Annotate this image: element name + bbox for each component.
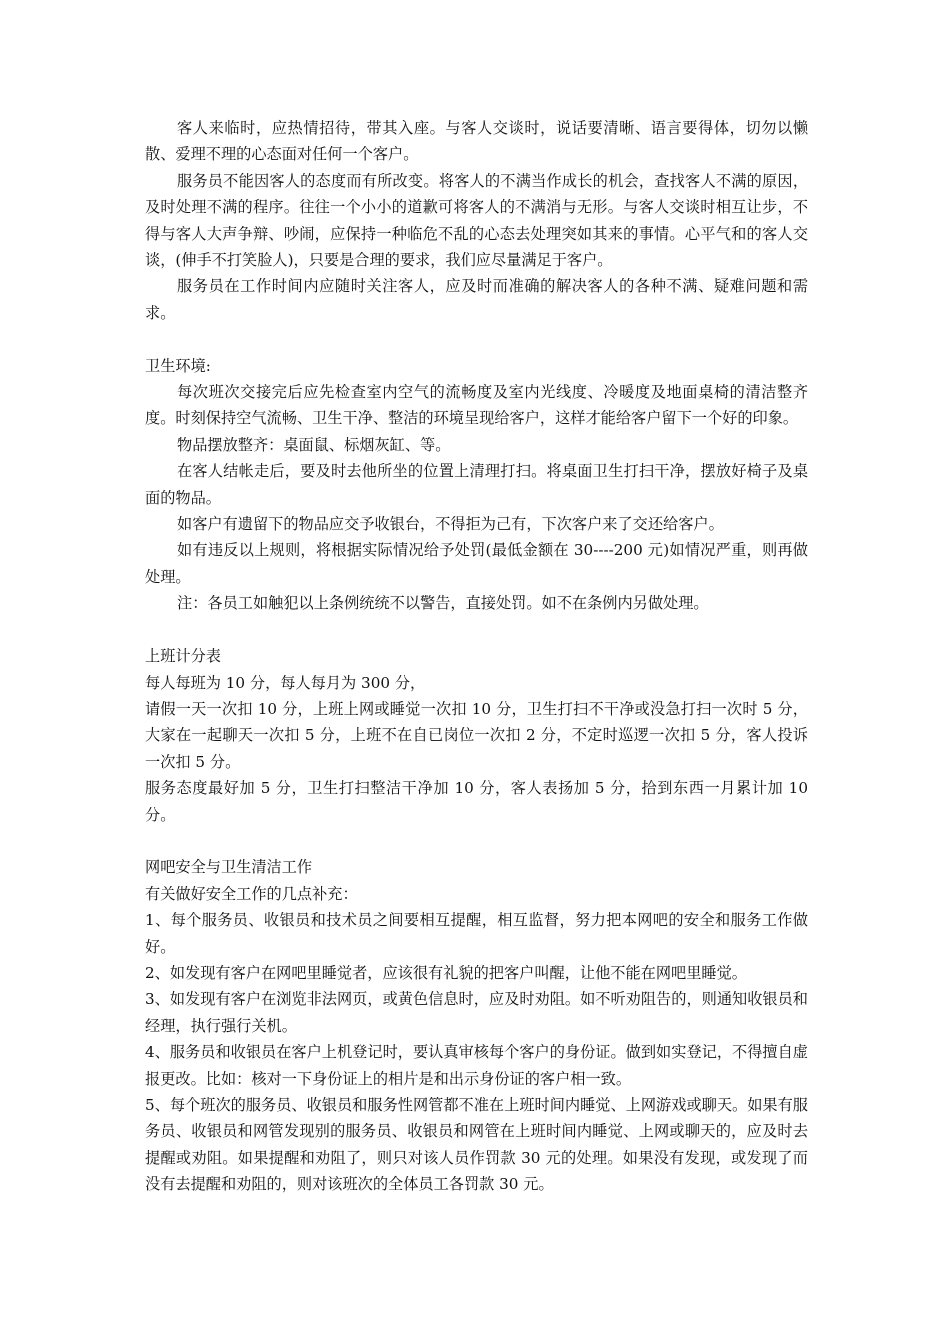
scoring-paragraph-1: 每人每班为 10 分，每人每月为 300 分， (145, 673, 426, 692)
hygiene-paragraph-6: 注：各员工如触犯以上条例统统不以警告，直接处罚。如不在条例内另做处理。 (177, 594, 709, 613)
hygiene-paragraph-4: 如客户有遗留下的物品应交予收银台，不得拒为己有，下次客户来了交还给客户。 (177, 515, 724, 534)
hygiene-paragraph-1: 每次班次交接完后应先检查室内空气的流畅度及室内光线度、冷暖度及地面桌椅的清洁整齐度。时刻保持空气流畅、卫生干净、整洁的环境呈现给客户，这样才能给客户留下一个好的印象。 (145, 383, 808, 428)
section-spacer (145, 828, 808, 854)
safety-paragraph-3: 2、如发现有客户在网吧里睡觉者，应该很有礼貌的把客户叫醒，让他不能在网吧里睡觉。 (145, 963, 747, 982)
safety-paragraph-6: 5、每个班次的服务员、收银员和服务性网管都不准在上班时间内睡觉、上网游戏或聊天。如果有服务员、收银员和网管发现别的服务员、收银员和网管在上班时间内睡觉、上网或聊天的，应及时去提醒或劝阻。如果提醒和劝阻了，则只对该人员作罚款 30 元的处理。如果没有发现，或发现了而没有去提醒和劝阻的，则对该班次的全体员工各罚款 30 元。 (145, 1095, 808, 1194)
service-paragraph-3: 服务员在工作时间内应随时关注客人，应及时而准确的解决客人的各种不满、疑难问题和需求。 (145, 277, 808, 322)
service-paragraph-2: 服务员不能因客人的态度而有所改变。将客人的不满当作成长的机会，查找客人不满的原因，及时处理不满的程序。往往一个小小的道歉可将客人的不满消与无形。与客人交谈时相互让步，不得与客人大声争辩、吵闹，应保持一种临危不乱的心态去处理突如其来的事情。心平气和的客人交谈，(伸手不打笑脸人)，只要是合理的要求，我们应尽量满足于客户。 (145, 171, 808, 270)
scoring-paragraph-3: 服务态度最好加 5 分，卫生打扫整洁干净加 10 分，客人表扬加 5 分，拾到东西一月累计加 10 分。 (145, 779, 808, 824)
hygiene-paragraph-5: 如有违反以上规则，将根据实际情况给予处罚(最低金额在 30----200 元)如情况严重，则再做处理。 (145, 541, 808, 586)
safety-paragraph-5: 4、服务员和收银员在客户上机登记时，要认真审核每个客户的身份证。做到如实登记，不得擅自虚报更改。比如：核对一下身份证上的相片是和出示身份证的客户相一致。 (145, 1043, 808, 1088)
section-spacer (145, 617, 808, 643)
hygiene-paragraph-3: 在客人结帐走后，要及时去他所坐的位置上清理打扫。将桌面卫生打扫干净，摆放好椅子及桌面的物品。 (145, 462, 808, 507)
service-paragraph-1: 客人来临时，应热情招待，带其入座。与客人交谈时，说话要清晰、语言要得体，切勿以懒散、爱理不理的心态面对任何一个客户。 (145, 119, 808, 164)
section-spacer (145, 326, 808, 352)
hygiene-paragraph-2: 物品摆放整齐：桌面鼠、标烟灰缸、等。 (177, 435, 451, 454)
safety-paragraph-1: 有关做好安全工作的几点补充： (145, 884, 358, 903)
safety-paragraph-4: 3、如发现有客户在浏览非法网页，或黄色信息时，应及时劝阻。如不听劝阻告的，则通知收银员和经理，执行强行关机。 (145, 990, 808, 1035)
safety-paragraph-2: 1、每个服务员、收银员和技术员之间要相互提醒，相互监督，努力把本网吧的安全和服务工作做好。 (145, 911, 808, 956)
scoring-paragraph-2: 请假一天一次扣 10 分，上班上网或睡觉一次扣 10 分，卫生打扫不干净或没急打扫一次时 5 分，大家在一起聊天一次扣 5 分，上班不在自已岗位一次扣 2 分，不定时巡逻一次扣 5 分，客人投诉一次扣 5 分。 (145, 699, 808, 771)
scoring-title: 上班计分表 (145, 647, 221, 666)
hygiene-title: 卫生环境: (145, 356, 211, 375)
document-page (145, 115, 808, 1198)
safety-title: 网吧安全与卫生清洁工作 (145, 858, 313, 877)
